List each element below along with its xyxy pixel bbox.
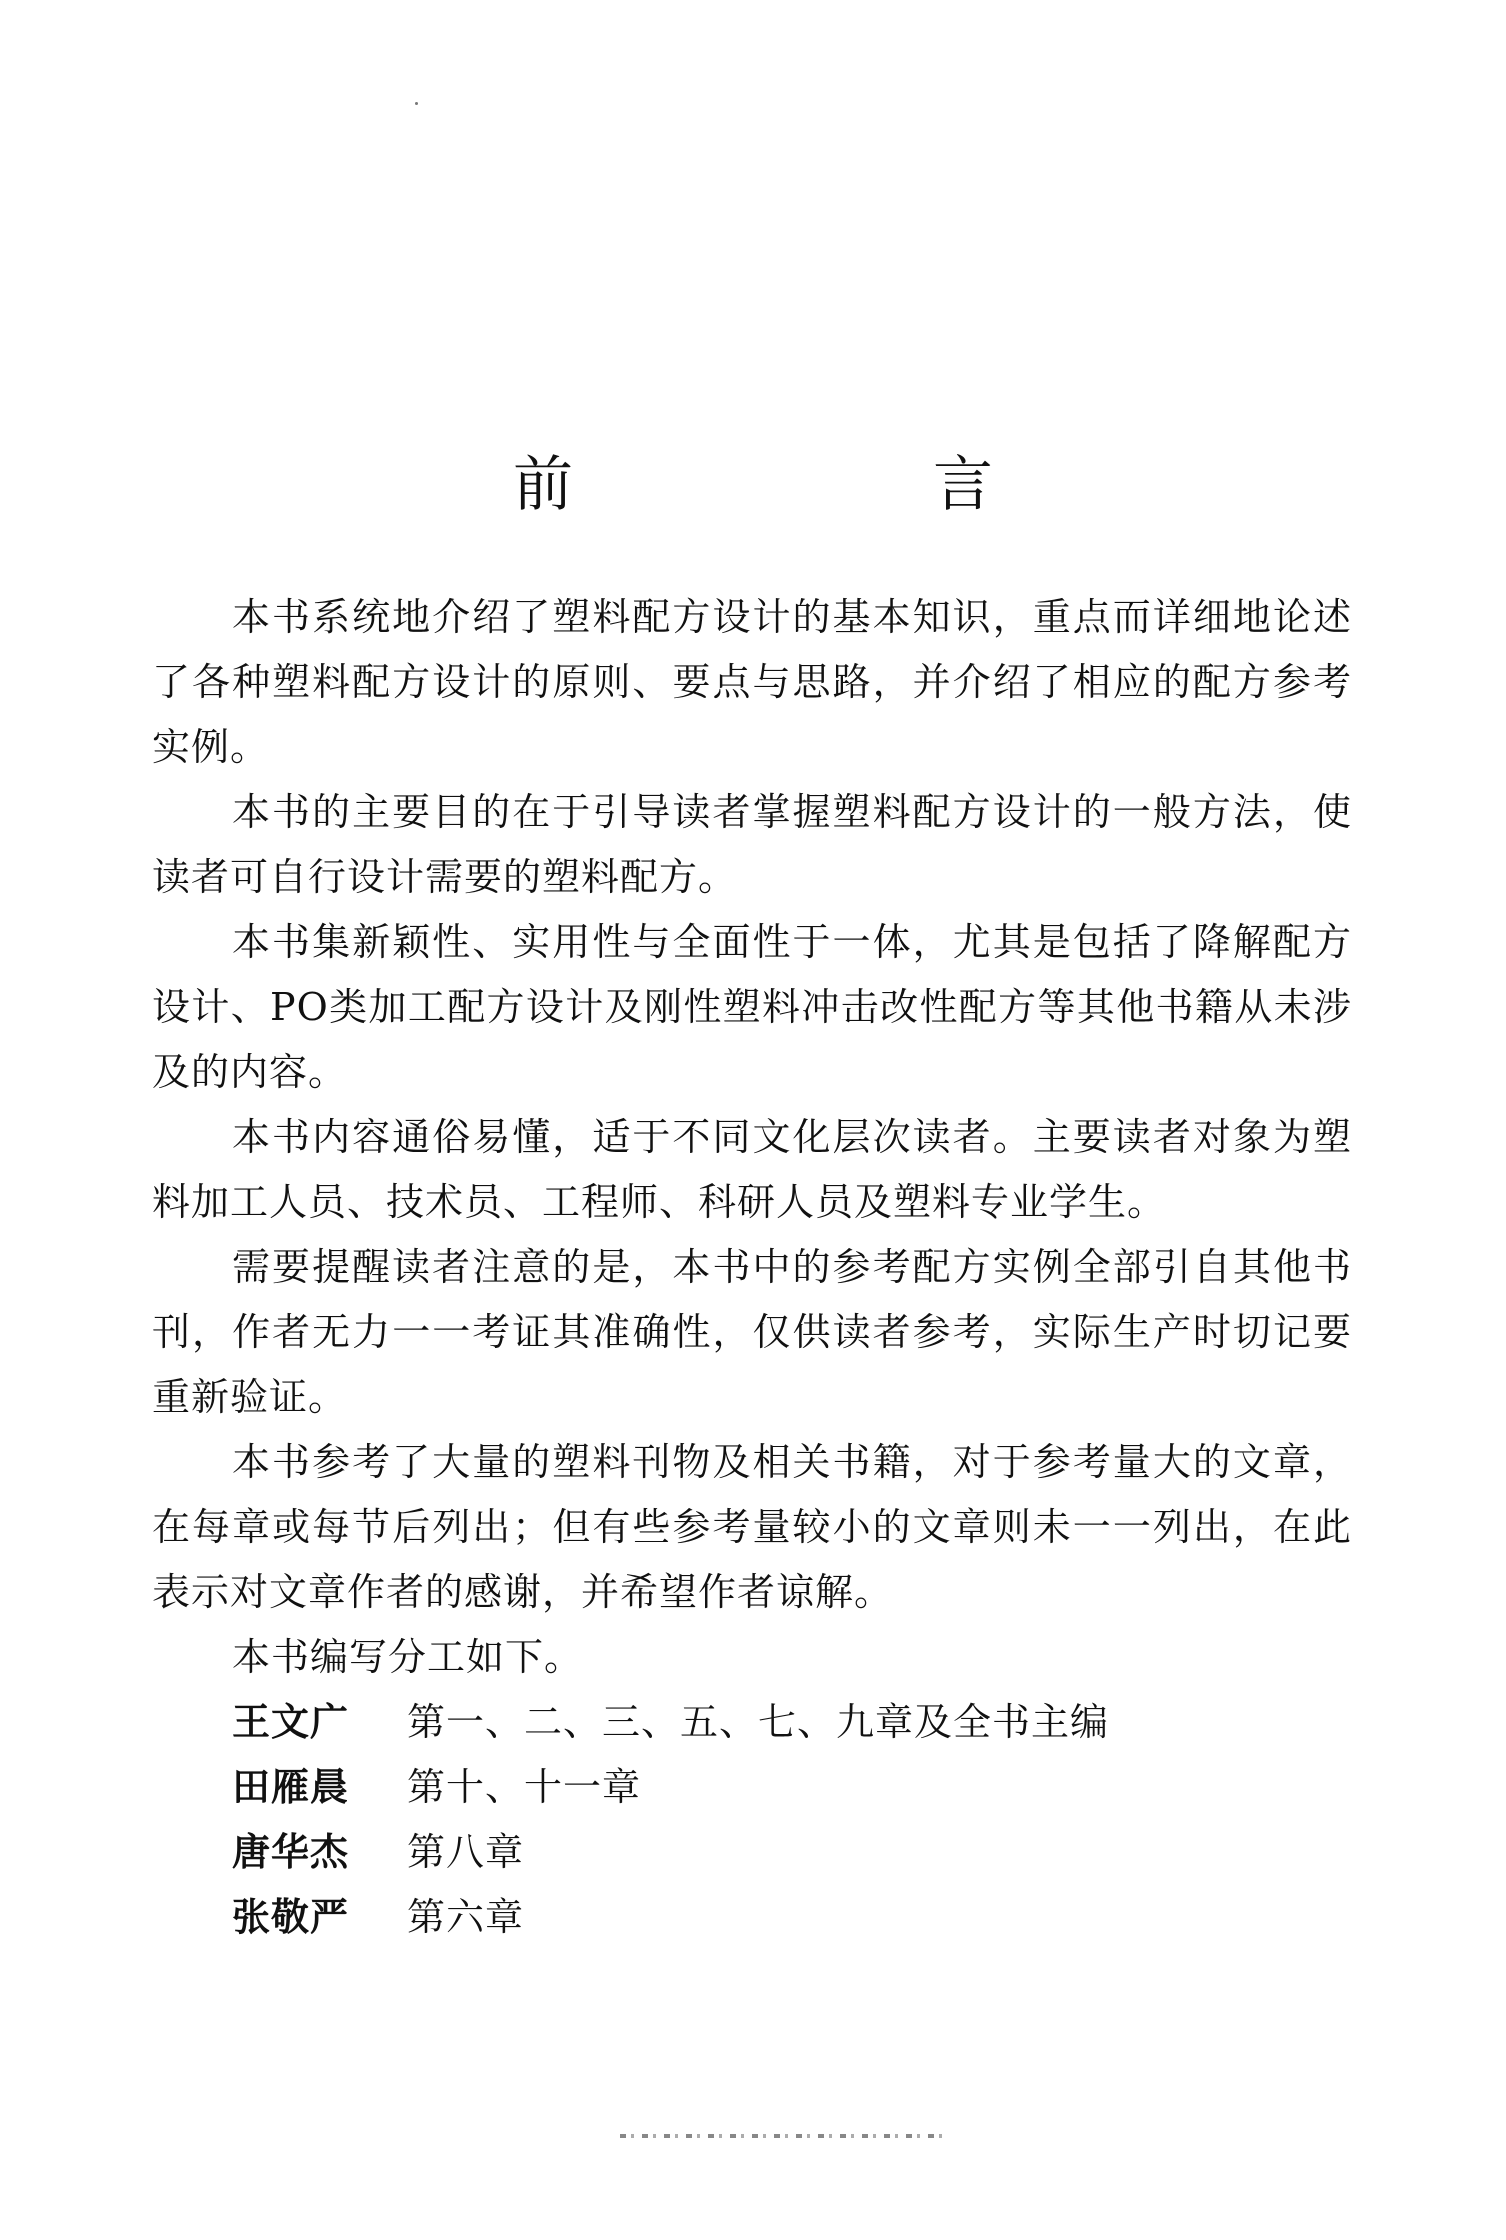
preface-body	[152, 585, 1352, 1950]
division-row	[152, 1690, 1352, 1755]
scan-dot-mark	[415, 102, 418, 105]
author-task: 第一、二、三、五、七、九章及全书主编	[407, 1700, 1110, 1744]
division-row	[152, 1755, 1352, 1820]
paragraph-6: 本书参考了大量的塑料刊物及相关书籍，对于参考量大的文章，在每章或每节后列出；但有些参考量较小的文章则未一一列出，在此表示对文章作者的感谢，并希望作者谅解。	[152, 1440, 1352, 1614]
paragraph-4: 本书内容通俗易懂，适于不同文化层次读者。主要读者对象为塑料加工人员、技术员、工程师、科研人员及塑料专业学生。	[152, 1115, 1352, 1224]
division-row	[152, 1885, 1352, 1950]
paragraph-5: 需要提醒读者注意的是，本书中的参考配方实例全部引自其他书刊，作者无力一一考证其准确性，仅供读者参考，实际生产时切记要重新验证。	[152, 1245, 1352, 1419]
authorship-division-list	[152, 1690, 1352, 1950]
paragraph-7: 本书编写分工如下。	[232, 1635, 584, 1679]
paragraph-1: 本书系统地介绍了塑料配方设计的基本知识，重点而详细地论述了各种塑料配方设计的原则、要点与思路，并介绍了相应的配方参考实例。	[152, 595, 1352, 769]
paragraph-2: 本书的主要目的在于引导读者掌握塑料配方设计的一般方法，使读者可自行设计需要的塑料配方。	[152, 790, 1352, 899]
author-name: 唐华杰	[232, 1830, 350, 1874]
scan-noise-mark	[620, 2134, 950, 2138]
author-name: 张敬严	[232, 1895, 350, 1939]
page-title: 前 言	[513, 450, 1143, 520]
paragraph-3: 本书集新颖性、实用性与全面性于一体，尤其是包括了降解配方设计、PO类加工配方设计及刚性塑料冲击改性配方等其他书籍从未涉及的内容。	[152, 920, 1352, 1094]
author-name: 王文广	[232, 1700, 350, 1744]
author-task: 第八章	[407, 1830, 525, 1874]
author-name: 田雁晨	[232, 1765, 350, 1809]
division-row	[152, 1820, 1352, 1885]
author-task: 第六章	[407, 1895, 525, 1939]
author-task: 第十、十一章	[407, 1765, 642, 1809]
